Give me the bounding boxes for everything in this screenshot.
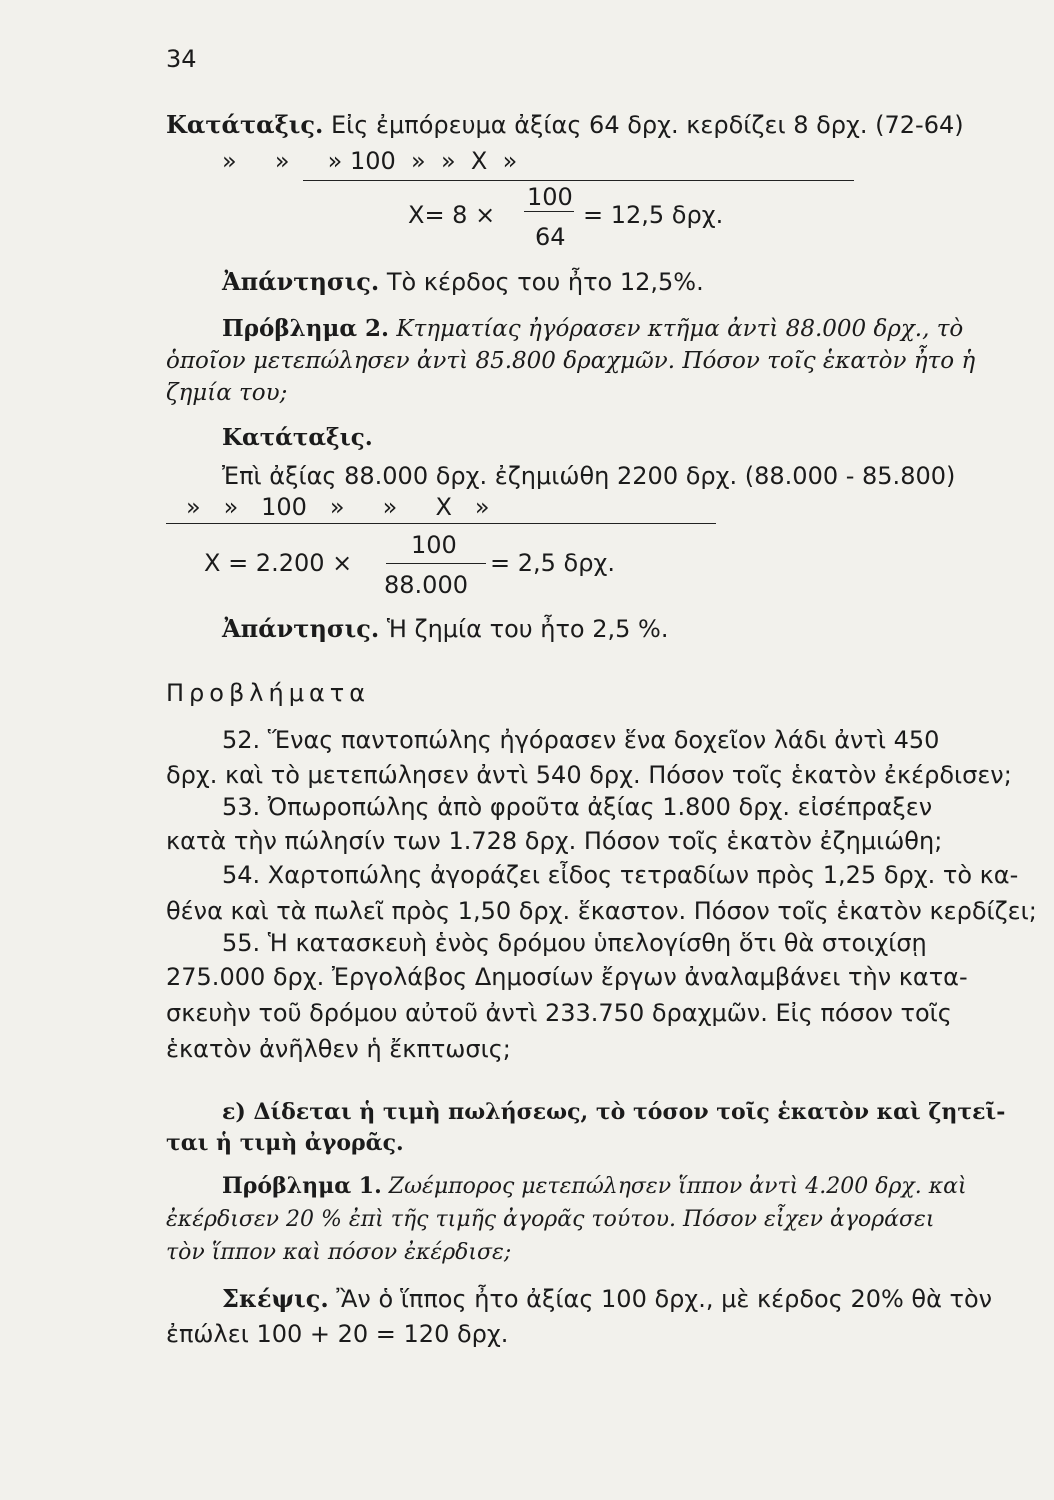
thought-text: Ἂν ὁ ἵππος ἦτο ἀξίας 100 δρχ., μὲ κέρδος 20% θὰ τὸν [336,1285,993,1313]
problem-1-line-1 [222,1171,967,1202]
formula-right-2: = 2,5 δρχ. [490,549,615,577]
thought-line-2: ἐπώλει 100 + 20 = 120 δρχ. [166,1320,509,1348]
exercise-line: 52. Ἕνας παντοπώλης ἠγόρασεν ἕνα δοχεῖον λάδι ἀντὶ 450 [222,726,940,754]
classification-block-1 [166,110,964,140]
thought-label: Σκέψις. [222,1284,329,1313]
answer-line-2 [222,614,668,644]
problem-1-line-2: ἐκέρδισεν 20 % ἐπὶ τῆς τιμῆς ἀγορᾶς τούτου. Πόσον εἶχεν ἀγοράσει [166,1207,935,1232]
answer-line-1 [222,267,704,297]
divider-rule-2 [166,523,716,524]
formula-left: X= 8 × [408,201,496,229]
exercise-line: σκευὴν τοῦ δρόμου αὐτοῦ ἀντὶ 233.750 δραχμῶν. Εἰς πόσον τοῖς [166,999,952,1027]
classification-line: Εἰς ἐμπόρευμα ἀξίας 64 δρχ. κερδίζει 8 δρχ. (72-64) [331,111,964,139]
classification-2-line-1: Ἐπὶ ἀξίας 88.000 δρχ. ἐζημιώθη 2200 δρχ. (88.000 - 85.800) [222,462,956,490]
problem-2-line-2: ὁποῖον μετεπώλησεν ἀντὶ 85.800 δραχμῶν. Πόσον τοῖς ἑκατὸν ἦτο ἡ [166,348,976,374]
answer-text: Τὸ κέρδος του ἦτο 12,5%. [386,268,704,296]
divider-rule [303,180,854,181]
page-number: 34 [166,45,197,73]
fraction-numerator: 100 [527,183,573,211]
problem-2-line-3: ζημία του; [166,380,288,406]
exercise-line: 275.000 δρχ. Ἐργολάβος Δημοσίων ἔργων ἀναλαμβάνει τὴν κατα- [166,963,968,991]
problem-1-text: Ζωέμπορος μετεπώλησεν ἵππον ἀντὶ 4.200 δρχ. καὶ [388,1174,967,1199]
section-e-heading-2: ται ἡ τιμὴ ἀγορᾶς. [166,1130,404,1156]
formula-right: = 12,5 δρχ. [583,201,724,229]
fraction-denominator: 64 [535,223,566,251]
exercise-line: 53. Ὀπωροπώλης ἀπὸ φροῦτα ἀξίας 1.800 δρχ. εἰσέπραξεν [222,793,933,821]
fraction-bar-2 [386,563,486,564]
exercise-line: κατὰ τὴν πώλησίν των 1.728 δρχ. Πόσον τοῖς ἑκατὸν ἐζημιώθη; [166,827,943,855]
problem-label: Πρόβλημα 2. [222,315,390,342]
answer-text-2: Ἡ ζημία του ἦτο 2,5 %. [386,615,669,643]
problem-1-line-3: τὸν ἵππον καὶ πόσον ἐκέρδισε; [166,1240,512,1265]
exercise-line: 54. Χαρτοπώλης ἀγοράζει εἶδος τετραδίων πρὸς 1,25 δρχ. τὸ κα- [222,861,1019,889]
fraction-denominator-2: 88.000 [384,571,468,599]
thought-line-1 [222,1284,992,1314]
exercise-line: δρχ. καὶ τὸ μετεπώλησεν ἀντὶ 540 δρχ. Πόσον τοῖς ἑκατὸν ἐκέρδισεν; [166,761,1012,789]
classification-2-line-2: » » 100 » » X » [186,493,490,521]
fraction-numerator-2: 100 [411,531,457,559]
answer-label-2: Ἀπάντησις. [222,614,380,643]
classification-label: Κατάταξις. [166,110,324,139]
problems-heading: Προβλήματα [166,679,371,707]
formula-left-2: X = 2.200 × [204,549,353,577]
section-e-heading: ε) Δίδεται ἡ τιμὴ πωλήσεως, τὸ τόσον τοῖς ἑκατὸν καὶ ζητεῖ- [222,1099,1006,1125]
exercise-line: ἑκατὸν ἀνῆλθεν ἡ ἔκπτωσις; [166,1035,511,1063]
classification-label-2: Κατάταξις. [222,424,373,451]
answer-label: Ἀπάντησις. [222,267,380,296]
problem-1-label: Πρόβλημα 1. [222,1173,382,1199]
classification-line-2: » » » 100 » » X » [222,147,518,175]
exercise-line: θένα καὶ τὰ πωλεῖ πρὸς 1,50 δρχ. ἕκαστον. Πόσον τοῖς ἑκατὸν κερδίζει; [166,897,1037,925]
fraction-bar [524,211,574,212]
problem-text: Κτηματίας ἠγόρασεν κτῆμα ἀντὶ 88.000 δρχ., τὸ [396,316,964,342]
problem-2-line-1 [222,314,963,344]
exercise-line: 55. Ἡ κατασκευὴ ἑνὸς δρόμου ὑπελογίσθη ὅτι θὰ στοιχίσῃ [222,929,927,957]
